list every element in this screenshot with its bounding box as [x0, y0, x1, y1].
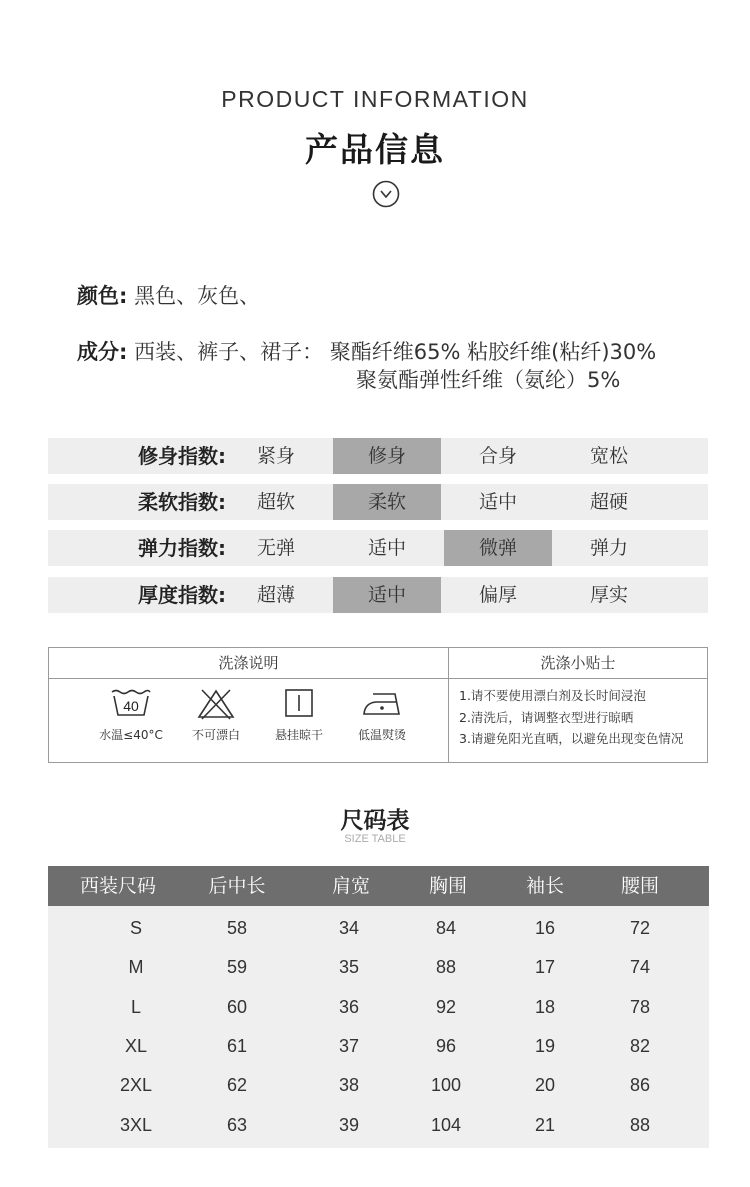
size-cell: S — [129, 918, 142, 938]
index-option: 弹力 — [589, 537, 628, 559]
care-caption: 不可漂白 — [191, 728, 240, 742]
index-row-elasticity — [48, 530, 708, 566]
wash-tip: 3.请避免阳光直晒，以避免出现变色情况 — [459, 731, 684, 746]
care-caption: 水温≤40°C — [99, 728, 163, 742]
size-cell: 19 — [534, 1036, 556, 1056]
size-cell: 36 — [338, 997, 360, 1017]
color-attribute — [77, 280, 260, 310]
size-cell: 88 — [435, 957, 457, 977]
care-caption: 低温熨烫 — [357, 728, 406, 742]
size-cell: M — [128, 957, 144, 977]
index-option: 宽松 — [589, 445, 628, 467]
composition-attribute — [77, 336, 656, 366]
page-title-en: PRODUCT INFORMATION — [221, 86, 529, 112]
composition-label: 成分: — [77, 340, 128, 364]
care-item-bleach — [171, 688, 261, 743]
index-option: 紧身 — [256, 445, 295, 467]
size-cell: 84 — [435, 918, 457, 938]
index-label: 修身指数: — [138, 444, 226, 468]
care-divider-horizontal — [49, 678, 707, 679]
size-cell: 74 — [629, 957, 651, 977]
size-cell: 35 — [338, 957, 360, 977]
size-cell: 82 — [629, 1036, 651, 1056]
composition-parts: 西装、裤子、裙子： — [134, 340, 324, 364]
size-table-title: 尺码表 — [340, 808, 410, 834]
index-option: 适中 — [478, 491, 517, 513]
index-option: 适中 — [333, 577, 441, 613]
color-label: 颜色: — [77, 284, 128, 308]
care-instructions-box — [48, 647, 708, 763]
index-option: 柔软 — [333, 484, 441, 520]
composition-line-1: 聚酯纤维65% 粘胶纤维(粘纤)30% — [329, 340, 657, 364]
care-item-iron — [337, 688, 427, 743]
care-item-wash — [86, 688, 176, 743]
size-table-subtitle: SIZE TABLE — [344, 833, 406, 845]
size-table — [48, 866, 709, 1148]
size-cell: 37 — [338, 1036, 360, 1056]
size-cell: 3XL — [119, 1115, 153, 1135]
chevron-down-circle-icon — [372, 180, 400, 208]
index-row-fit — [48, 438, 708, 474]
composition-line-2: 聚氨酯弹性纤维（氨纶）5% — [356, 368, 621, 392]
size-cell: 2XL — [119, 1075, 153, 1095]
index-option: 微弹 — [444, 530, 552, 566]
care-caption: 悬挂晾干 — [274, 728, 323, 742]
size-cell: 18 — [534, 997, 556, 1017]
size-cell: 62 — [226, 1075, 248, 1095]
size-cell: L — [130, 997, 141, 1017]
size-cell: 34 — [338, 918, 360, 938]
size-cell: 21 — [534, 1115, 556, 1135]
hang-dry-icon — [284, 688, 314, 718]
low-iron-icon — [361, 688, 403, 718]
index-row-softness — [48, 484, 708, 520]
size-table-header — [48, 866, 709, 906]
size-cell: 59 — [226, 957, 248, 977]
index-row-thickness — [48, 577, 708, 613]
wash-temp-number: 40 — [123, 698, 139, 714]
size-cell: 61 — [226, 1036, 248, 1056]
size-table-header-cell: 后中长 — [208, 875, 266, 897]
size-cell: 17 — [534, 957, 556, 977]
index-option: 无弹 — [256, 537, 295, 559]
index-option: 超硬 — [589, 491, 628, 513]
index-option: 超软 — [256, 491, 295, 513]
index-option: 合身 — [478, 445, 517, 467]
wash-40-icon — [110, 688, 152, 718]
wash-tips-header: 洗涤小贴士 — [540, 654, 616, 672]
size-cell: 72 — [629, 918, 651, 938]
index-label: 弹力指数: — [138, 536, 226, 560]
size-cell: 86 — [629, 1075, 651, 1095]
size-cell: 60 — [226, 997, 248, 1017]
size-cell: 104 — [430, 1115, 462, 1135]
size-table-header-cell: 袖长 — [525, 875, 564, 897]
care-item-dry — [254, 688, 344, 743]
index-option: 适中 — [367, 537, 406, 559]
size-table-header-cell: 肩宽 — [331, 875, 370, 897]
size-cell: 38 — [338, 1075, 360, 1095]
page-title-cn: 产品信息 — [305, 130, 445, 169]
size-cell: 20 — [534, 1075, 556, 1095]
index-option: 修身 — [333, 438, 441, 474]
index-option: 厚实 — [589, 584, 628, 606]
wash-instructions-header: 洗涤说明 — [218, 654, 279, 672]
size-cell: 58 — [226, 918, 248, 938]
size-cell: 88 — [629, 1115, 651, 1135]
size-cell: XL — [124, 1036, 148, 1056]
size-table-header-cell: 西装尺码 — [79, 875, 156, 897]
index-option: 超薄 — [256, 584, 295, 606]
wash-tips-list — [459, 685, 683, 750]
size-cell: 16 — [534, 918, 556, 938]
size-cell: 100 — [430, 1075, 462, 1095]
wash-tip: 1.请不要使用漂白剂及长时间浸泡 — [459, 688, 646, 703]
wash-tip: 2.清洗后，请调整衣型进行晾晒 — [459, 709, 634, 725]
no-bleach-icon — [196, 688, 236, 720]
size-cell: 39 — [338, 1115, 360, 1135]
size-table-header-cell: 腰围 — [620, 875, 659, 897]
size-cell: 78 — [629, 997, 651, 1017]
size-cell: 96 — [435, 1036, 457, 1056]
size-cell: 63 — [226, 1115, 248, 1135]
size-cell: 92 — [435, 997, 457, 1017]
index-label: 厚度指数: — [138, 583, 226, 607]
size-table-header-cell: 胸围 — [428, 875, 467, 897]
index-option: 偏厚 — [478, 584, 517, 606]
index-label: 柔软指数: — [138, 490, 226, 514]
color-value: 黑色、灰色、 — [134, 284, 261, 308]
